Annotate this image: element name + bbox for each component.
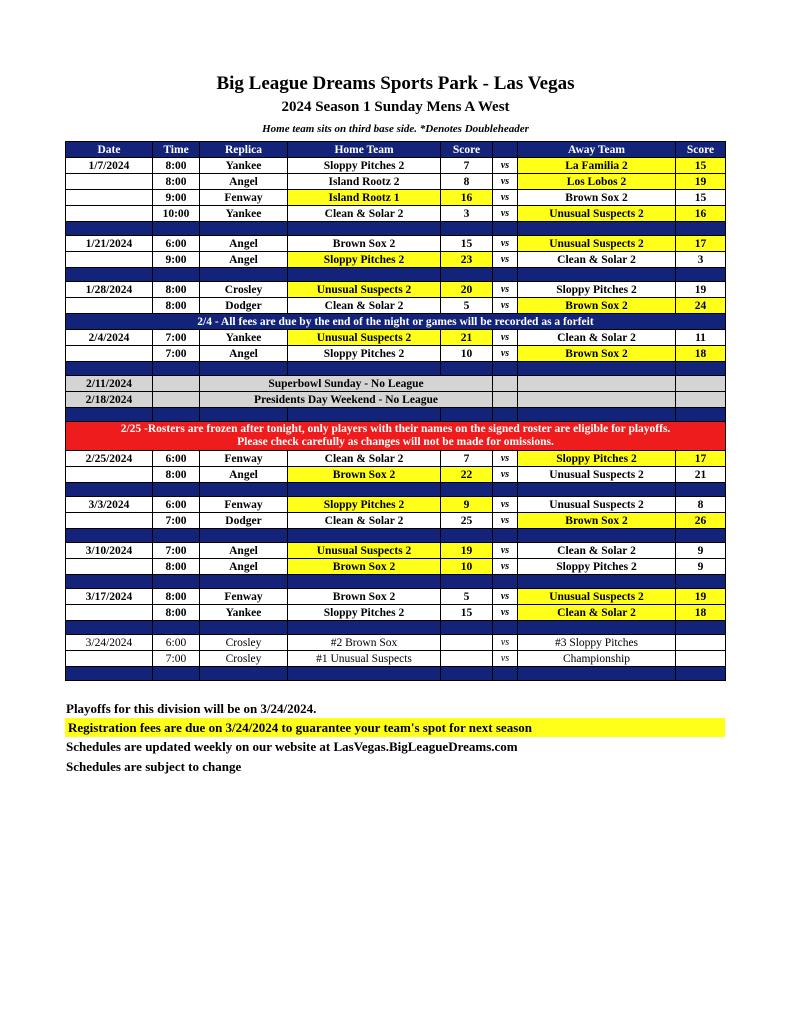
game-date: 1/28/2024	[66, 282, 153, 298]
separator-cell	[441, 362, 493, 376]
game-field: Dodger	[200, 298, 288, 314]
game-row	[66, 252, 726, 268]
empty-cell	[518, 392, 676, 408]
game-row	[66, 206, 726, 222]
game-field: Crosley	[200, 635, 288, 651]
game-date: 1/7/2024	[66, 158, 153, 174]
separator-cell	[518, 362, 676, 376]
away-team: Clean & Solar 2	[518, 252, 676, 268]
schedule-body	[66, 158, 726, 681]
home-score: 15	[441, 236, 493, 252]
vs-label: vs	[493, 559, 518, 575]
game-time: 8:00	[153, 467, 200, 483]
game-row	[66, 543, 726, 559]
home-score: 21	[441, 330, 493, 346]
game-field: Fenway	[200, 497, 288, 513]
separator-cell	[66, 529, 153, 543]
game-date: 2/4/2024	[66, 330, 153, 346]
week-separator	[66, 408, 726, 422]
game-row	[66, 605, 726, 621]
vs-label: vs	[493, 282, 518, 298]
game-time: 8:00	[153, 158, 200, 174]
home-score: 7	[441, 158, 493, 174]
separator-cell	[441, 408, 493, 422]
separator-cell	[153, 621, 200, 635]
game-time: 7:00	[153, 651, 200, 667]
game-row	[66, 190, 726, 206]
website-note: Schedules are updated weekly on our website at LasVegas.BigLeagueDreams.com	[66, 739, 518, 754]
away-team: Clean & Solar 2	[518, 543, 676, 559]
week-separator	[66, 362, 726, 376]
vs-label: vs	[493, 543, 518, 559]
empty-cell	[676, 392, 726, 408]
game-date: 3/10/2024	[66, 543, 153, 559]
game-row	[66, 282, 726, 298]
separator-cell	[200, 483, 288, 497]
game-date	[66, 651, 153, 667]
separator-cell	[288, 621, 441, 635]
separator-cell	[518, 408, 676, 422]
separator-cell	[493, 529, 518, 543]
separator-cell	[288, 529, 441, 543]
away-team: #3 Sloppy Pitches	[518, 635, 676, 651]
empty-cell	[493, 376, 518, 392]
separator-cell	[493, 483, 518, 497]
game-field: Angel	[200, 174, 288, 190]
game-field: Angel	[200, 543, 288, 559]
separator-cell	[493, 362, 518, 376]
away-team: Brown Sox 2	[518, 513, 676, 529]
game-date: 2/11/2024	[66, 376, 153, 392]
game-time: 7:00	[153, 513, 200, 529]
separator-cell	[288, 268, 441, 282]
home-score: 16	[441, 190, 493, 206]
away-team: Brown Sox 2	[518, 298, 676, 314]
separator-cell	[676, 408, 726, 422]
separator-cell	[676, 529, 726, 543]
empty-cell	[676, 376, 726, 392]
home-team: Island Rootz 1	[288, 190, 441, 206]
separator-cell	[441, 621, 493, 635]
empty-cell	[153, 376, 200, 392]
game-row	[66, 467, 726, 483]
away-team: Unusual Suspects 2	[518, 589, 676, 605]
away-score: 3	[676, 252, 726, 268]
game-field: Yankee	[200, 158, 288, 174]
schedule-note: Home team sits on third base side. *Denotes Doubleheader	[262, 123, 529, 135]
home-team: Sloppy Pitches 2	[288, 252, 441, 268]
separator-cell	[66, 408, 153, 422]
game-date	[66, 174, 153, 190]
away-score: 24	[676, 298, 726, 314]
separator-cell	[676, 575, 726, 589]
game-row	[66, 513, 726, 529]
separator-cell	[153, 529, 200, 543]
away-team: Los Lobos 2	[518, 174, 676, 190]
separator-cell	[153, 575, 200, 589]
separator-cell	[493, 268, 518, 282]
away-team: Unusual Suspects 2	[518, 497, 676, 513]
game-date	[66, 190, 153, 206]
off-week-row	[66, 376, 726, 392]
empty-cell	[493, 392, 518, 408]
away-score: 11	[676, 330, 726, 346]
home-team: Brown Sox 2	[288, 589, 441, 605]
game-date	[66, 346, 153, 362]
home-team: Brown Sox 2	[288, 236, 441, 252]
away-team: Brown Sox 2	[518, 190, 676, 206]
home-score	[441, 635, 493, 651]
home-score: 5	[441, 589, 493, 605]
game-row	[66, 158, 726, 174]
game-row	[66, 174, 726, 190]
vs-label: vs	[493, 497, 518, 513]
home-team: Clean & Solar 2	[288, 206, 441, 222]
game-time: 8:00	[153, 282, 200, 298]
home-score: 9	[441, 497, 493, 513]
home-team: Sloppy Pitches 2	[288, 158, 441, 174]
header-row	[66, 142, 726, 158]
game-date	[66, 298, 153, 314]
game-field: Yankee	[200, 330, 288, 346]
home-score: 19	[441, 543, 493, 559]
home-score: 10	[441, 346, 493, 362]
home-score: 8	[441, 174, 493, 190]
header-time: Time	[153, 142, 200, 158]
away-score: 26	[676, 513, 726, 529]
separator-cell	[288, 575, 441, 589]
separator-cell	[441, 222, 493, 236]
header-away-score: Score	[676, 142, 726, 158]
separator-cell	[676, 222, 726, 236]
separator-cell	[200, 222, 288, 236]
header-home-score: Score	[441, 142, 493, 158]
away-score: 9	[676, 559, 726, 575]
game-field: Fenway	[200, 589, 288, 605]
game-date: 2/25/2024	[66, 451, 153, 467]
vs-label: vs	[493, 206, 518, 222]
separator-cell	[200, 667, 288, 681]
header-away-team: Away Team	[518, 142, 676, 158]
away-score	[676, 635, 726, 651]
separator-cell	[441, 529, 493, 543]
game-date	[66, 605, 153, 621]
header-date: Date	[66, 142, 153, 158]
week-separator	[66, 483, 726, 497]
vs-label: vs	[493, 346, 518, 362]
disclaimer-note: Schedules are subject to change	[66, 759, 242, 774]
game-time: 9:00	[153, 190, 200, 206]
week-separator	[66, 222, 726, 236]
separator-cell	[676, 268, 726, 282]
vs-label: vs	[493, 513, 518, 529]
separator-cell	[676, 362, 726, 376]
separator-cell	[153, 667, 200, 681]
game-field: Yankee	[200, 206, 288, 222]
game-time: 6:00	[153, 497, 200, 513]
home-score: 25	[441, 513, 493, 529]
separator-cell	[200, 621, 288, 635]
roster-alert	[66, 422, 726, 451]
game-time: 7:00	[153, 346, 200, 362]
game-date	[66, 513, 153, 529]
home-team: Sloppy Pitches 2	[288, 346, 441, 362]
separator-cell	[518, 529, 676, 543]
away-team: Championship	[518, 651, 676, 667]
game-date: 3/17/2024	[66, 589, 153, 605]
separator-cell	[66, 362, 153, 376]
roster-alert-row	[66, 422, 726, 451]
away-score: 17	[676, 451, 726, 467]
home-team: Sloppy Pitches 2	[288, 497, 441, 513]
away-team: Brown Sox 2	[518, 346, 676, 362]
game-field: Angel	[200, 236, 288, 252]
separator-cell	[288, 222, 441, 236]
game-row	[66, 559, 726, 575]
home-score: 22	[441, 467, 493, 483]
game-date: 1/21/2024	[66, 236, 153, 252]
game-row	[66, 451, 726, 467]
home-team: Clean & Solar 2	[288, 298, 441, 314]
game-field: Angel	[200, 346, 288, 362]
game-row	[66, 346, 726, 362]
off-week-label: Superbowl Sunday - No League	[200, 376, 493, 392]
home-team: Brown Sox 2	[288, 467, 441, 483]
home-team: Unusual Suspects 2	[288, 282, 441, 298]
separator-cell	[518, 222, 676, 236]
vs-label: vs	[493, 635, 518, 651]
away-team: La Familia 2	[518, 158, 676, 174]
separator-cell	[200, 268, 288, 282]
home-score: 15	[441, 605, 493, 621]
game-time: 8:00	[153, 605, 200, 621]
game-field: Angel	[200, 559, 288, 575]
game-field: Angel	[200, 467, 288, 483]
game-time: 10:00	[153, 206, 200, 222]
home-score: 5	[441, 298, 493, 314]
game-date	[66, 467, 153, 483]
separator-cell	[676, 667, 726, 681]
separator-cell	[200, 529, 288, 543]
game-field: Dodger	[200, 513, 288, 529]
separator-cell	[518, 268, 676, 282]
away-score: 19	[676, 282, 726, 298]
home-score: 23	[441, 252, 493, 268]
vs-label: vs	[493, 190, 518, 206]
vs-label: vs	[493, 589, 518, 605]
separator-cell	[288, 667, 441, 681]
away-team: Sloppy Pitches 2	[518, 559, 676, 575]
home-score: 10	[441, 559, 493, 575]
home-team: #2 Brown Sox	[288, 635, 441, 651]
separator-cell	[288, 483, 441, 497]
separator-cell	[441, 268, 493, 282]
separator-cell	[288, 408, 441, 422]
vs-label: vs	[493, 298, 518, 314]
game-date: 3/24/2024	[66, 635, 153, 651]
game-time: 8:00	[153, 298, 200, 314]
away-score: 8	[676, 497, 726, 513]
empty-cell	[518, 376, 676, 392]
away-team: Unusual Suspects 2	[518, 206, 676, 222]
game-time: 8:00	[153, 559, 200, 575]
game-field: Fenway	[200, 451, 288, 467]
game-time: 6:00	[153, 635, 200, 651]
roster-alert-line1: 2/25 -Rosters are frozen after tonight, only players with their names on the signed roster are eligible for playoffs.	[120, 423, 671, 435]
separator-cell	[493, 222, 518, 236]
home-team: Clean & Solar 2	[288, 451, 441, 467]
game-field: Angel	[200, 252, 288, 268]
separator-cell	[66, 483, 153, 497]
away-team: Unusual Suspects 2	[518, 467, 676, 483]
game-field: Yankee	[200, 605, 288, 621]
away-team: Clean & Solar 2	[518, 605, 676, 621]
game-time: 8:00	[153, 589, 200, 605]
schedule-table	[65, 141, 726, 681]
separator-cell	[441, 483, 493, 497]
game-time: 9:00	[153, 252, 200, 268]
home-team: Clean & Solar 2	[288, 513, 441, 529]
home-team: Unusual Suspects 2	[288, 543, 441, 559]
vs-label: vs	[493, 236, 518, 252]
game-time: 8:00	[153, 174, 200, 190]
away-team: Sloppy Pitches 2	[518, 451, 676, 467]
separator-cell	[493, 667, 518, 681]
game-field: Fenway	[200, 190, 288, 206]
week-separator	[66, 667, 726, 681]
away-team: Clean & Solar 2	[518, 330, 676, 346]
week-separator	[66, 268, 726, 282]
separator-cell	[200, 408, 288, 422]
away-score: 17	[676, 236, 726, 252]
away-score: 15	[676, 158, 726, 174]
home-team: #1 Unusual Suspects	[288, 651, 441, 667]
away-score: 16	[676, 206, 726, 222]
away-score: 21	[676, 467, 726, 483]
off-week-row	[66, 392, 726, 408]
game-row	[66, 589, 726, 605]
separator-cell	[518, 667, 676, 681]
separator-cell	[518, 575, 676, 589]
game-date	[66, 559, 153, 575]
game-field: Crosley	[200, 282, 288, 298]
game-date	[66, 206, 153, 222]
vs-label: vs	[493, 651, 518, 667]
away-score: 18	[676, 346, 726, 362]
vs-label: vs	[493, 451, 518, 467]
separator-cell	[441, 575, 493, 589]
away-score: 18	[676, 605, 726, 621]
separator-cell	[153, 362, 200, 376]
game-time: 7:00	[153, 330, 200, 346]
game-row	[66, 298, 726, 314]
playoffs-note: Playoffs for this division will be on 3/24/2024.	[66, 701, 317, 716]
game-row	[66, 651, 726, 667]
home-score: 20	[441, 282, 493, 298]
game-time: 6:00	[153, 451, 200, 467]
separator-cell	[153, 222, 200, 236]
roster-alert-line2: Please check carefully as changes will not be made for omissions.	[237, 436, 554, 448]
separator-cell	[66, 268, 153, 282]
game-field: Crosley	[200, 651, 288, 667]
page-title: Big League Dreams Sports Park - Las Vegas	[216, 73, 575, 94]
vs-label: vs	[493, 467, 518, 483]
page-subtitle: 2024 Season 1 Sunday Mens A West	[281, 99, 510, 115]
away-score: 15	[676, 190, 726, 206]
game-date	[66, 252, 153, 268]
home-score: 7	[441, 451, 493, 467]
separator-cell	[66, 621, 153, 635]
week-separator	[66, 575, 726, 589]
game-row	[66, 236, 726, 252]
separator-cell	[493, 621, 518, 635]
away-team: Sloppy Pitches 2	[518, 282, 676, 298]
separator-cell	[493, 408, 518, 422]
home-score: 3	[441, 206, 493, 222]
separator-cell	[66, 667, 153, 681]
home-team: Sloppy Pitches 2	[288, 605, 441, 621]
week-separator	[66, 621, 726, 635]
home-team: Unusual Suspects 2	[288, 330, 441, 346]
game-time: 7:00	[153, 543, 200, 559]
away-score: 19	[676, 589, 726, 605]
header-replica: Replica	[200, 142, 288, 158]
separator-cell	[518, 621, 676, 635]
game-time: 6:00	[153, 236, 200, 252]
game-date: 3/3/2024	[66, 497, 153, 513]
home-team: Brown Sox 2	[288, 559, 441, 575]
vs-label: vs	[493, 252, 518, 268]
away-team: Unusual Suspects 2	[518, 236, 676, 252]
fee-notice: 2/4 - All fees are due by the end of the night or games will be recorded as a forfeit	[66, 314, 726, 330]
separator-cell	[153, 408, 200, 422]
separator-cell	[153, 483, 200, 497]
game-row	[66, 497, 726, 513]
vs-label: vs	[493, 605, 518, 621]
separator-cell	[288, 362, 441, 376]
header-home-team: Home Team	[288, 142, 441, 158]
separator-cell	[518, 483, 676, 497]
game-row	[66, 330, 726, 346]
game-date: 2/18/2024	[66, 392, 153, 408]
separator-cell	[676, 621, 726, 635]
week-separator	[66, 529, 726, 543]
separator-cell	[200, 362, 288, 376]
registration-note: Registration fees are due on 3/24/2024 to guarantee your team's spot for next season	[65, 718, 725, 737]
vs-label: vs	[493, 158, 518, 174]
home-team: Island Rootz 2	[288, 174, 441, 190]
separator-cell	[676, 483, 726, 497]
away-score: 9	[676, 543, 726, 559]
away-score	[676, 651, 726, 667]
fee-notice-row	[66, 314, 726, 330]
empty-cell	[153, 392, 200, 408]
game-row	[66, 635, 726, 651]
separator-cell	[66, 575, 153, 589]
home-score	[441, 651, 493, 667]
off-week-label: Presidents Day Weekend - No League	[200, 392, 493, 408]
separator-cell	[493, 575, 518, 589]
header-vs	[493, 142, 518, 158]
separator-cell	[441, 667, 493, 681]
separator-cell	[66, 222, 153, 236]
vs-label: vs	[493, 174, 518, 190]
away-score: 19	[676, 174, 726, 190]
separator-cell	[200, 575, 288, 589]
vs-label: vs	[493, 330, 518, 346]
separator-cell	[153, 268, 200, 282]
